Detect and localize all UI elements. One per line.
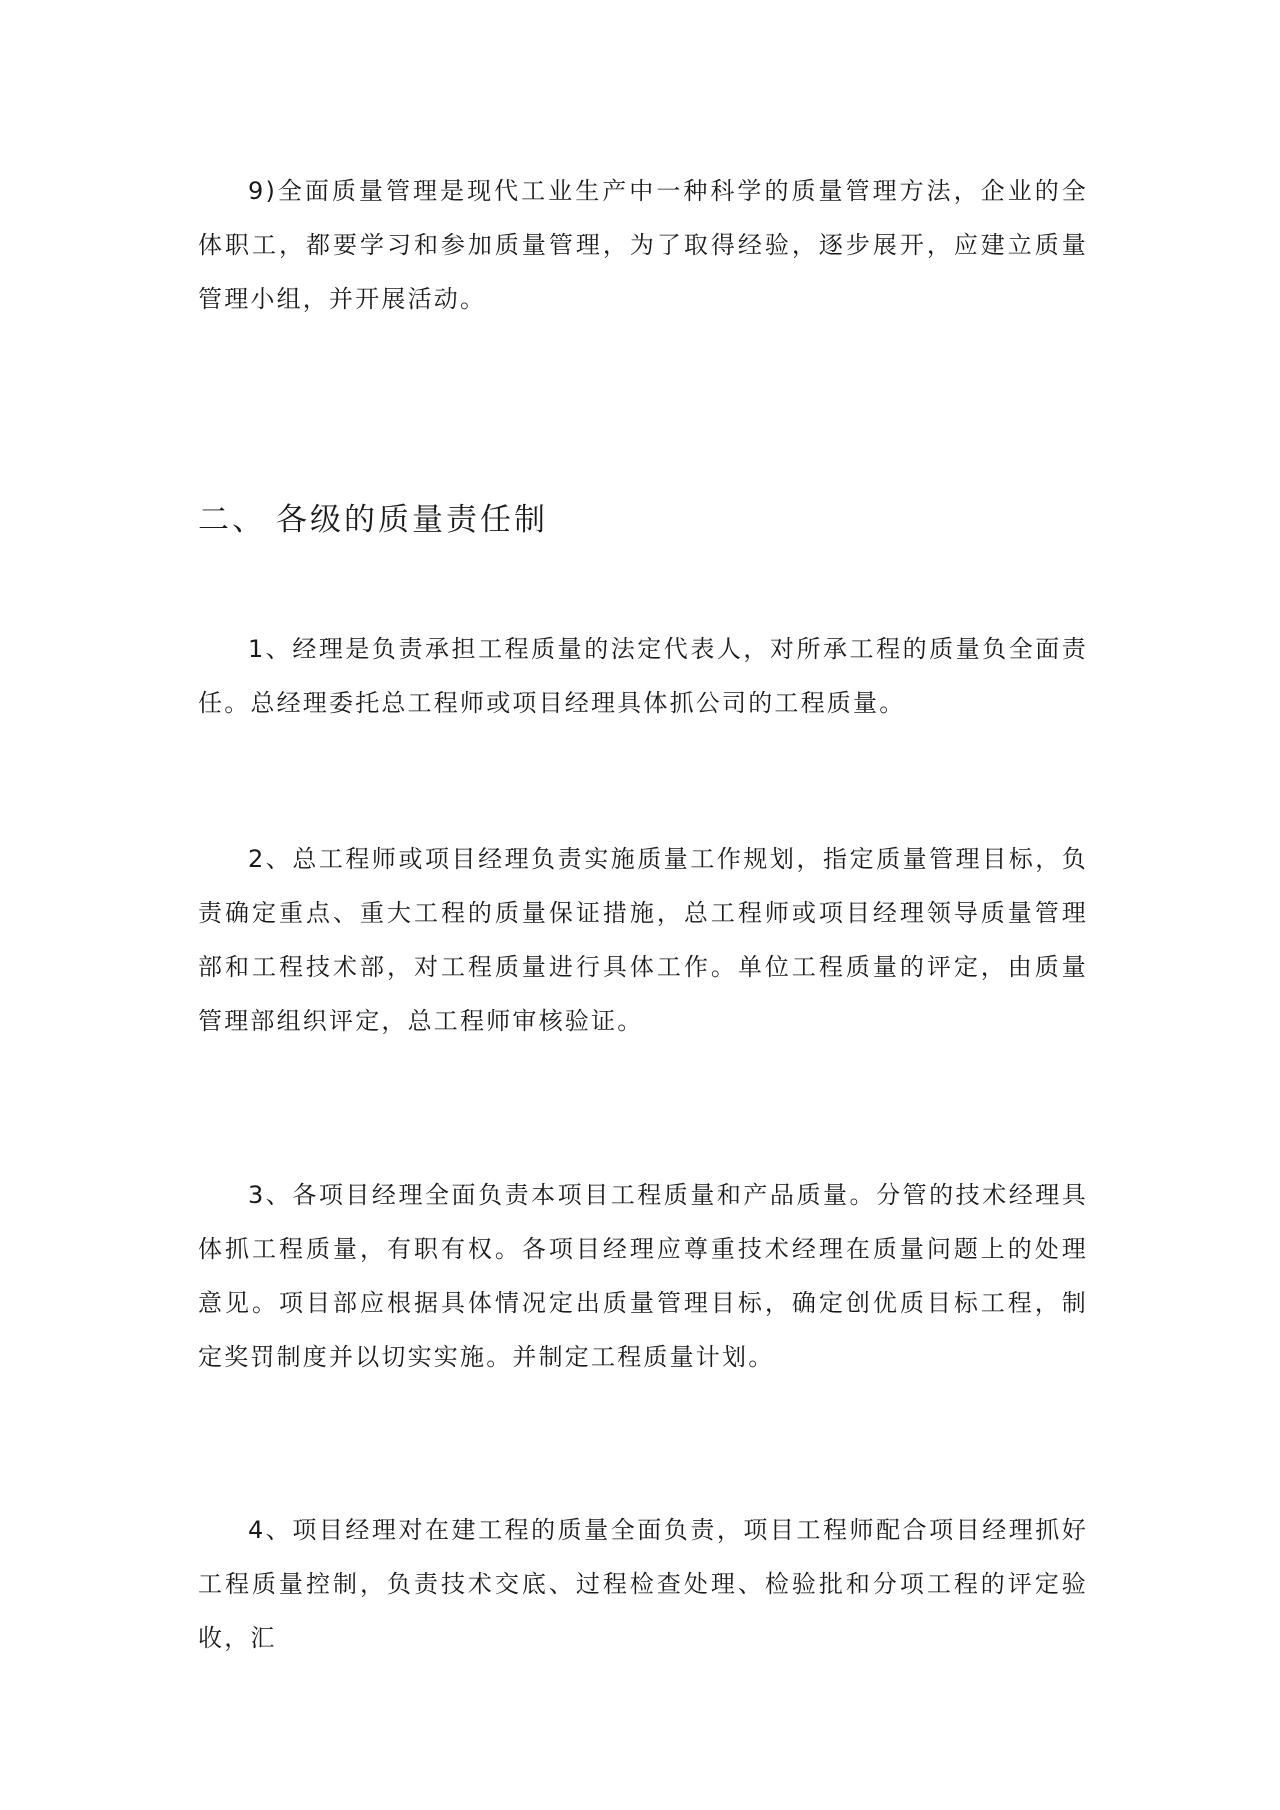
section-title: 各级的质量责任制 (276, 502, 548, 538)
paragraph-text: 1、经理是负责承担工程质量的法定代表人，对所承工程的质量负全面责任。总经理委托总工程师或项目经理具体抓公司的工程质量。 (198, 635, 1088, 717)
paragraph-item-4 (198, 1503, 1088, 1665)
section-number: 二、 (198, 502, 266, 538)
paragraph-text: 2、总工程师或项目经理负责实施质量工作规划，指定质量管理目标，负责确定重点、重大工程的质量保证措施，总工程师或项目经理领导质量管理部和工程技术部，对工程质量进行具体工作。单位工程质量的评定，由质量管理部组织评定，总工程师审核验证。 (198, 845, 1088, 1035)
paragraph-item-2 (198, 832, 1088, 1048)
section-heading (198, 498, 1088, 542)
paragraph-item-9 (198, 164, 1088, 326)
paragraph-item-3 (198, 1168, 1088, 1384)
paragraph-text: 4、项目经理对在建工程的质量全面负责，项目工程师配合项目经理抓好工程质量控制，负责技术交底、过程检查处理、检验批和分项工程的评定验收，汇 (198, 1516, 1088, 1652)
paragraph-text: 3、各项目经理全面负责本项目工程质量和产品质量。分管的技术经理具体抓工程质量，有职有权。各项目经理应尊重技术经理在质量问题上的处理意见。项目部应根据具体情况定出质量管理目标，确定创优质目标工程，制定奖罚制度并以切实实施。并制定工程质量计划。 (198, 1181, 1088, 1371)
paragraph-text: 9)全面质量管理是现代工业生产中一种科学的质量管理方法，企业的全体职工，都要学习和参加质量管理，为了取得经验，逐步展开，应建立质量管理小组，并开展活动。 (198, 177, 1088, 313)
paragraph-item-1 (198, 622, 1088, 730)
